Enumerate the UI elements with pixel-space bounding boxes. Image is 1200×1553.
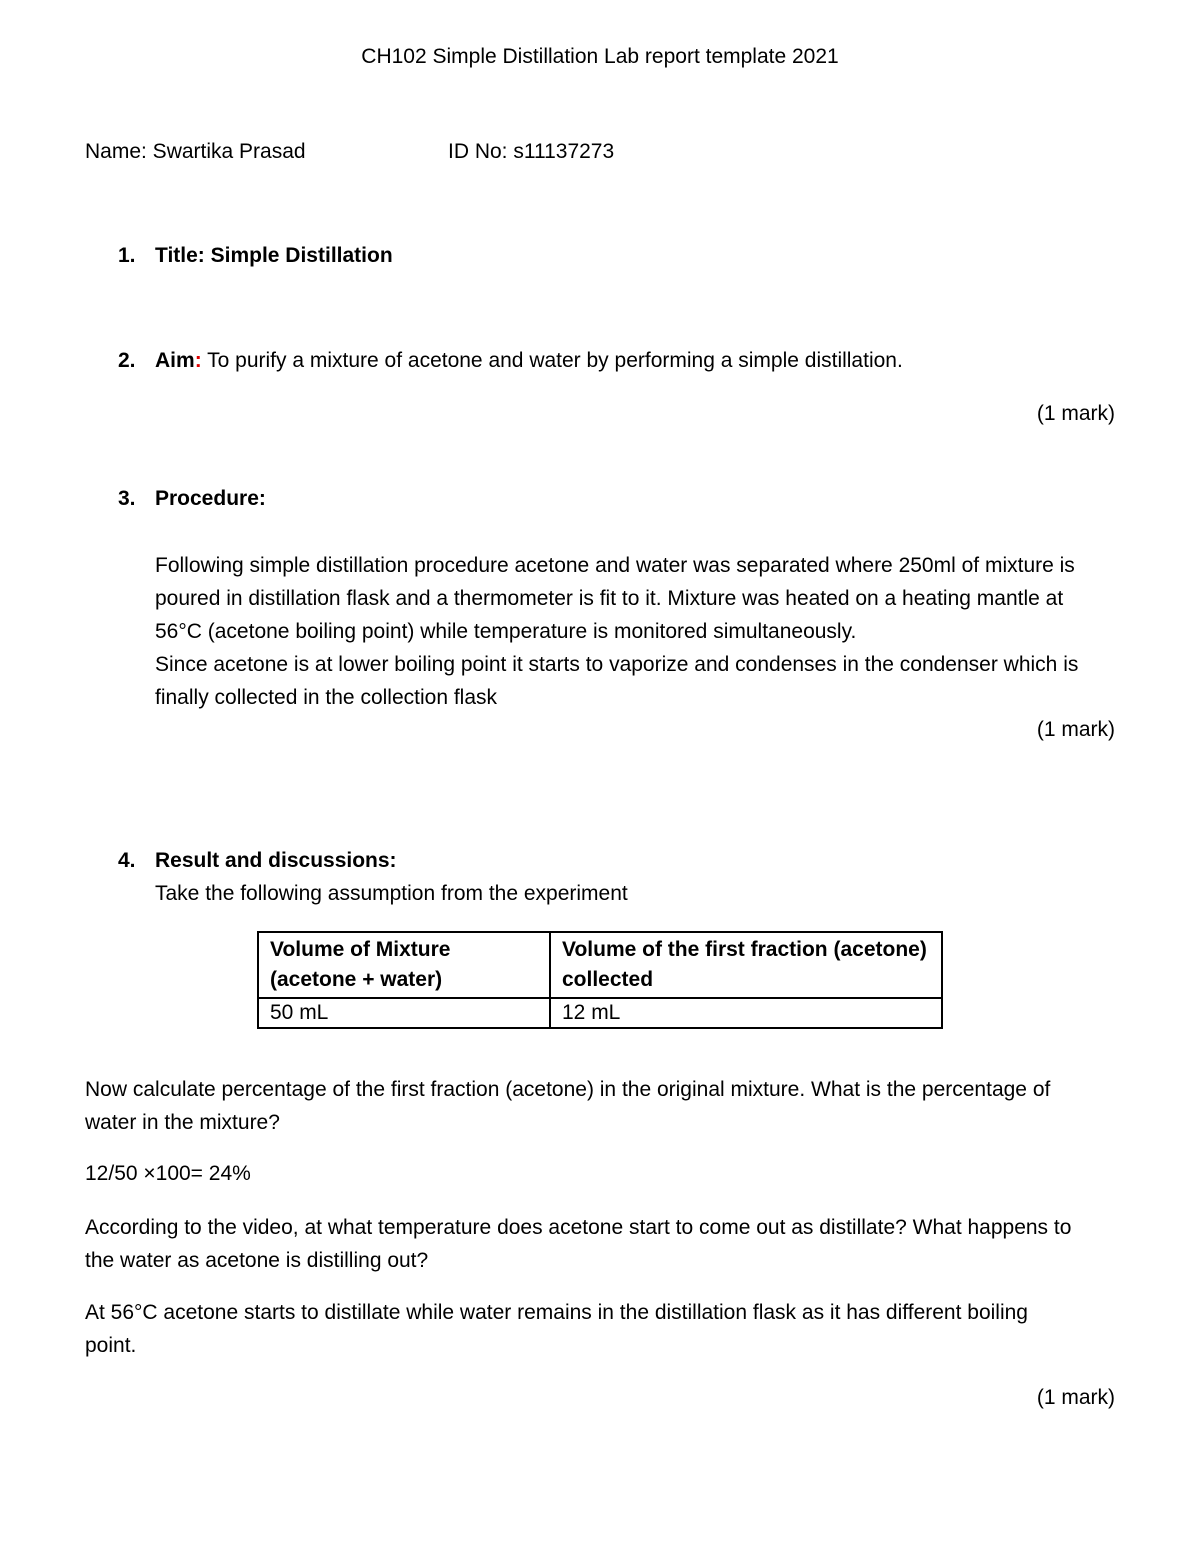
procedure-line: poured in distillation flask and a thermometer is fit to it. Mixture was heated on a heating mantle at [155,587,1064,610]
section-1-title: Title: Simple Distillation [155,244,393,267]
student-name: Name: Swartika Prasad [85,140,306,163]
table-header-cell [550,932,942,998]
procedure-line: Following simple distillation procedure acetone and water was separated where 250ml of mixture is [155,554,1075,577]
section-4-mark: (1 mark) [1036,1386,1115,1409]
section-3-number: 3. [118,487,136,510]
procedure-line: Since acetone is at lower boiling point it starts to vaporize and condenses in the condenser which is [155,653,1079,676]
aim-colon: : [194,349,202,372]
question-2 [85,1211,1120,1277]
table-header-cell [258,932,550,998]
section-4-intro: Take the following assumption from the experiment [155,882,628,905]
answer-1: 12/50 ×100= 24% [85,1162,251,1185]
section-1-number: 1. [118,244,136,267]
table-header-row [258,932,942,998]
section-4-number: 4. [118,849,136,872]
table-cell: 12 mL [550,998,942,1028]
section-2-mark: (1 mark) [1036,402,1115,425]
header-line: Volume of Mixture [270,938,451,961]
answer-2 [85,1296,1120,1362]
student-id: ID No: s11137273 [448,140,615,163]
header-line: Volume of the first fraction (acetone) [562,938,927,961]
question-1 [85,1073,1120,1139]
procedure-line: finally collected in the collection flask [155,686,498,709]
header-line: collected [562,968,654,991]
section-2-number: 2. [118,349,136,372]
answer-line: At 56°C acetone starts to distillate while water remains in the distillation flask as it has different boiling [85,1301,1028,1324]
question-line: Now calculate percentage of the first fraction (acetone) in the original mixture. What is the percentage of [85,1078,1051,1101]
document-title: CH102 Simple Distillation Lab report template 2021 [361,45,839,68]
section-3-mark: (1 mark) [1036,718,1115,741]
procedure-text [155,549,1115,714]
table-row [258,998,942,1028]
section-2-aim [155,349,903,373]
section-3-label: Procedure: [155,487,266,510]
answer-line: point. [85,1334,137,1357]
question-line: the water as acetone is distilling out? [85,1249,429,1272]
question-line: water in the mixture? [85,1111,280,1134]
results-table [257,931,943,1029]
table-cell: 50 mL [258,998,550,1028]
section-4-label: Result and discussions: [155,849,397,872]
aim-label: Aim [155,349,195,372]
question-line: According to the video, at what temperature does acetone start to come out as distillate? What happens to [85,1216,1072,1239]
header-line: (acetone + water) [270,968,443,991]
procedure-line: 56°C (acetone boiling point) while temperature is monitored simultaneously. [155,620,857,643]
aim-text: To purify a mixture of acetone and water by performing a simple distillation. [201,349,903,372]
